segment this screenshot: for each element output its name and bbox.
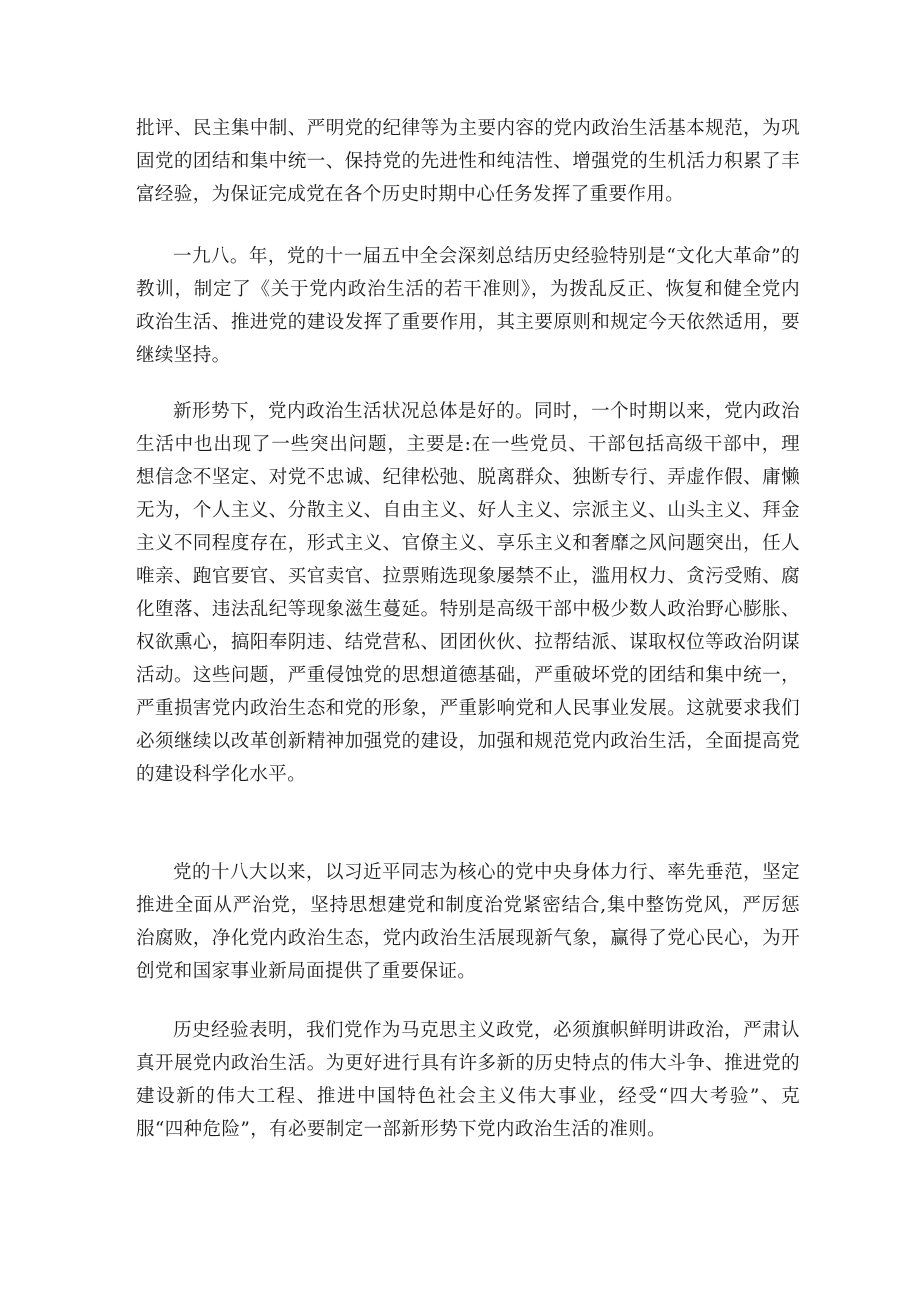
paragraph-historical-experience: 历史经验表明，我们党作为马克思主义政党，必须旗帜鲜明讲政治，严肃认真开展党内政治生活。为更好进行具有许多新的历史特点的伟大斗争、推进党的建设新的伟大工程、推进中国特色社会主义伟大事业，经受“四大考验”、克服“四种危险”，有必要制定一部新形势下党内政治生活的准则。 — [136, 1020, 800, 1140]
paragraph-new-situation-problems: 新形势下，党内政治生活状况总体是好的。同时，一个时期以来，党内政治生活中也出现了一些突出问题，主要是:在一些党员、干部包括高级干部中，理想信念不坚定、对党不忠诚、纪律松弛、脱离群众、独断专行、弄虚作假、庸懒无为，个人主义、分散主义、自由主义、好人主义、宗派主义、山头主义、拜金主义不同程度存在，形式主义、官僚主义、享乐主义和奢靡之风问题突出，任人唯亲、跑官要官、买官卖官、拉票贿选现象屡禁不止，滥用权力、贪污受贿、腐化堕落、违法乱纪等现象滋生蔓延。特别是高级干部中极少数人政治野心膨胀、权欲熏心，搞阳奉阴违、结党营私、团团伙伙、拉帮结派、谋取权位等政治阴谋活动。这些问题，严重侵蚀党的思想道德基础，严重破坏党的团结和集中统一，严重损害党内政治生态和党的形象，严重影响党和人民事业发展。这就要求我们必须继续以改革创新精神加强党的建设，加强和规范党内政治生活，全面提高党的建设科学化水平。 — [136, 401, 800, 785]
paragraph-since-18th-congress: 党的十八大以来，以习近平同志为核心的党中央身体力行、率先垂范，坚定推进全面从严治党，坚持思想建党和制度治党紧密结合,集中整饬党风，严厉惩治腐败，净化党内政治生态，党内政治生活展现新气象，赢得了党心民心，为开创党和国家事业新局面提供了重要保证。 — [136, 862, 800, 982]
paragraph-continuation: 批评、民主集中制、严明党的纪律等为主要内容的党内政治生活基本规范，为巩固党的团结和集中统一、保持党的先进性和纯洁性、增强党的生机活力积累了丰富经验，为保证完成党在各个历史时期中心任务发挥了重要作用。 — [136, 118, 800, 205]
paragraph-1980-guidelines: 一九八。年，党的十一届五中全会深刻总结历史经验特别是“文化大革命”的教训，制定了《关于党内政治生活的若干准则》，为拨乱反正、恢复和健全党内政治生活、推进党的建设发挥了重要作用，其主要原则和规定今天依然适用，要继续坚持。 — [136, 246, 800, 366]
